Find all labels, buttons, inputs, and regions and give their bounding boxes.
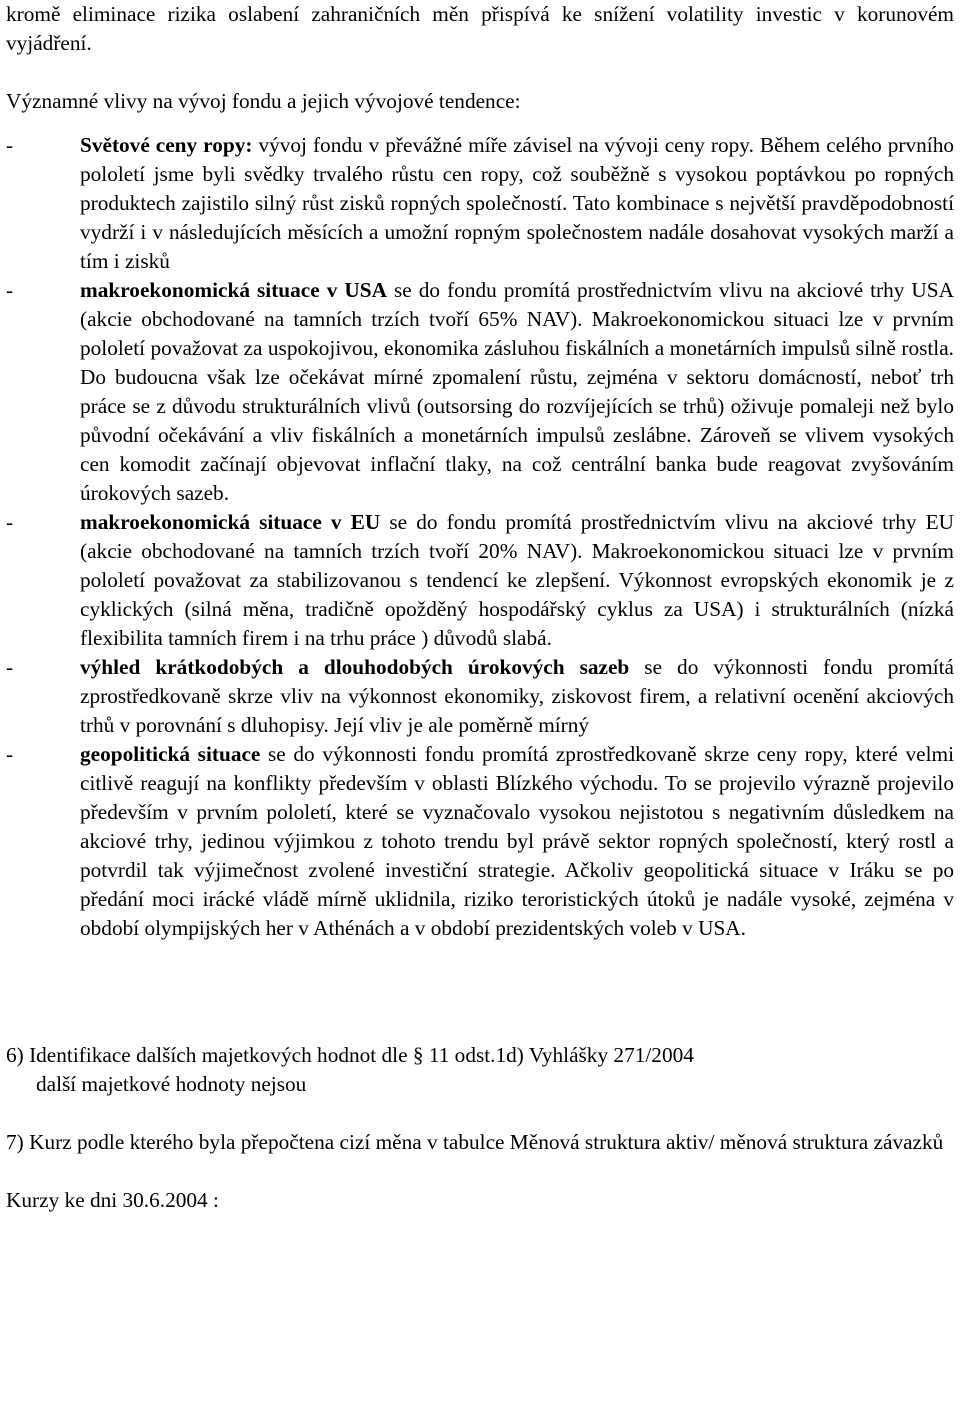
- section-7: [6, 1128, 954, 1157]
- list-item-term: Světové ceny ropy:: [80, 133, 253, 157]
- bullet-dash: -: [6, 278, 14, 302]
- list-item-term: makroekonomická situace v EU: [80, 510, 381, 534]
- section-7-heading: 7) Kurz podle kterého byla přepočtena cizí měna v tabulce Měnová struktura aktiv/ měnová struktura závazků: [6, 1130, 944, 1154]
- list-item-text: [80, 508, 954, 653]
- exchange-rates-label: Kurzy ke dni 30.6.2004 :: [6, 1188, 219, 1212]
- list-item-body: vývoj fondu v převážné míře závisel na vývoji ceny ropy. Během celého prvního pololetí jsme byli svědky trvalého růstu cen ropy, což souběžně s vysokou poptávkou po ropných produktech zajistilo silný růst zisků ropných společností. Tato kombinace s největší pravděpodobností vydrží i v následujících měsících a umožní ropným společnostem nadále dosahovat vysokých marží a tím i zisků: [80, 133, 954, 273]
- list-item-text: [80, 276, 954, 508]
- list-item-body: se do výkonnosti fondu promítá zprostředkovaně skrze vliv na výkonnost ekonomiky, ziskovost firem, a relativní ocenění akciových trhů v porovnání s dluhopisy. Její vliv je ale poměrně mírný: [80, 655, 954, 737]
- bullet-dash: -: [6, 655, 14, 679]
- list-item-text: [80, 131, 954, 276]
- list-item-text: [80, 740, 954, 943]
- list-item: [6, 653, 954, 740]
- list-item: [6, 508, 954, 653]
- list-item: [6, 740, 954, 943]
- list-item-body: se do výkonnosti fondu promítá zprostředkovaně skrze ceny ropy, které velmi citlivě reagují na konflikty především v oblasti Blízkého východu. To se projevilo výrazně projevilo především v prvním pololetí, které se vyznačovalo vysokou nejistotou s negativním důsledkem na akciové trhy, jedinou výjimkou z tohoto trendu byl právě sektor ropných společností, který rostl a potvrdil tak výjimečnost zvolené investiční strategie. Ačkoliv geopolitická situace v Iráku se po předání moci irácké vládě mírně uklidnila, riziko teroristických útoků je nadále vysoké, zejména v období olympijských her v Athénách a v období prezidentských voleb v USA.: [80, 742, 954, 940]
- list-item-body: se do fondu promítá prostřednictvím vlivu na akciové trhy USA (akcie obchodované na tamních trzích tvoří 65% NAV). Makroekonomickou situaci lze v prvním pololetí považovat za uspokojivou, ekonomika zásluhou fiskálních a monetárních impulsů silně rostla. Do budoucna však lze očekávat mírné zpomalení růstu, zejména v sektoru domácností, neboť trh práce se z důvodu strukturálních vlivů (outsorsing do rozvíjejících se trhů) oživuje pomaleji než bylo původní očekávání a vliv fiskálních a monetárních impulsů zeslábne. Zároveň se vlivem vysokých cen komodit začínají objevovat inflační tlaky, na což centrální banka bude reagovat zvyšováním úrokových sazeb.: [80, 278, 954, 505]
- bullet-dash: -: [6, 133, 14, 157]
- bullet-dash: -: [6, 510, 14, 534]
- list-item-term: geopolitická situace: [80, 742, 261, 766]
- influences-list: [6, 131, 954, 943]
- list-item-body: se do fondu promítá prostřednictvím vlivu na akciové trhy EU (akcie obchodované na tamních trzích tvoří 20% NAV). Makroekonomickou situaci lze v prvním pololetí považovat za stabilizovanou s tendencí ke zlepšení. Výkonnost evropských ekonomik je z cyklických (silná měna, tradičně opožděný hospodářský cyklus za USA) i strukturálních (nízká flexibilita tamních firem i na trhu práce ) důvodů slabá.: [80, 510, 954, 650]
- list-item-term: výhled krátkodobých a dlouhodobých úrokových sazeb: [80, 655, 630, 679]
- list-item-text: [80, 653, 954, 740]
- section-6-heading: 6) Identifikace dalších majetkových hodnot dle § 11 odst.1d) Vyhlášky 271/2004: [6, 1043, 694, 1067]
- section-subheading: Významné vlivy na vývoj fondu a jejich vývojové tendence:: [6, 89, 521, 113]
- list-item: [6, 131, 954, 276]
- section-6: [6, 1041, 954, 1099]
- intro-paragraph: kromě eliminace rizika oslabení zahraničních měn přispívá ke snížení volatility investic v korunovém vyjádření.: [6, 2, 954, 55]
- list-item-term: makroekonomická situace v USA: [80, 278, 387, 302]
- bullet-dash: -: [6, 742, 14, 766]
- list-item: [6, 276, 954, 508]
- document-page: [6, 0, 954, 1215]
- section-6-line: další majetkové hodnoty nejsou: [36, 1072, 307, 1096]
